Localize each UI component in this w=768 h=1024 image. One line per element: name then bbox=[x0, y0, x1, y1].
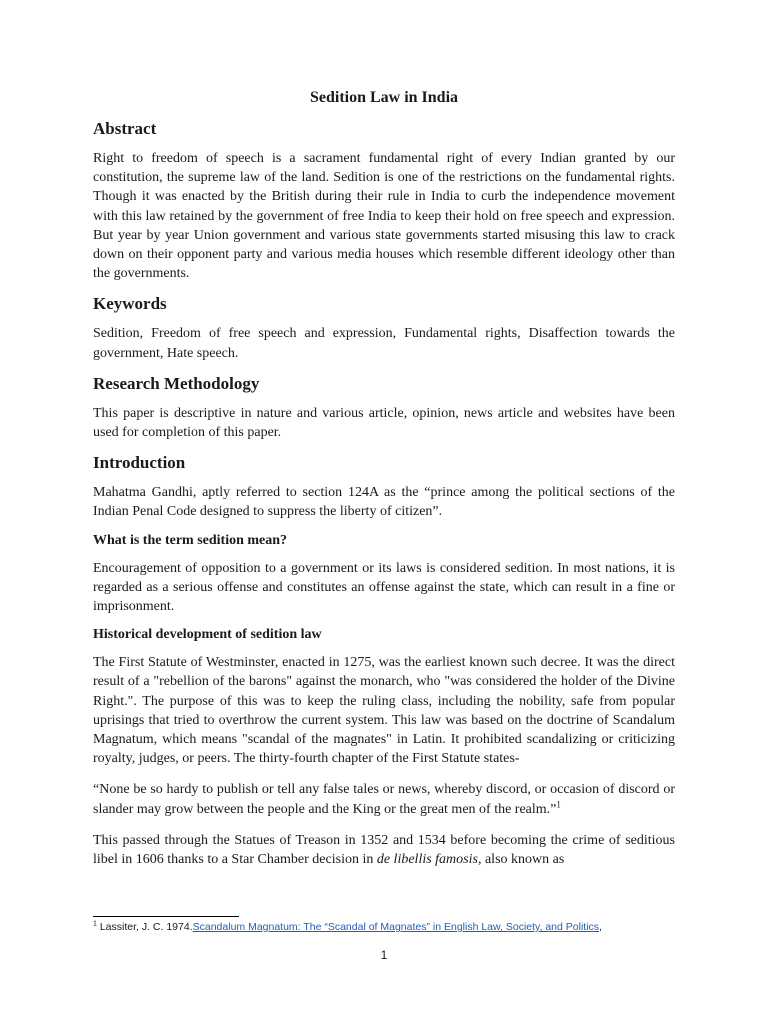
methodology-body: This paper is descriptive in nature and various article, opinion, news article and websites have been used for completion of this paper. bbox=[93, 405, 675, 441]
statute-quote-text: “None be so hardy to publish or tell any false tales or news, whereby discord, or occasion of discord or slander may grow between the people and the King or the great men of the realm.” bbox=[93, 782, 675, 817]
history-closing bbox=[93, 831, 675, 869]
history-body: The First Statute of Westminster, enacted in 1275, was the earliest known such decree. It was the direct result of a "rebellion of the barons" against the monarch, who "was considered the holder of the Divine Right.". The purpose of this was to keep the ruling class, including the nobility, safe from popular uprisings that tried to overthrow the current system. This law was based on the doctrine of Scandalum Magnatum, which means "scandal of the magnates" in Latin. It prohibited scandalizing or criticizing royalty, judges, or peers. The thirty-fourth chapter of the First Statute states- bbox=[93, 655, 675, 767]
keywords-heading: Keywords bbox=[93, 294, 167, 314]
page-content bbox=[93, 86, 675, 869]
statute-quote bbox=[93, 780, 675, 818]
case-name: de libellis famosis bbox=[376, 852, 478, 868]
introduction-heading: Introduction bbox=[93, 453, 186, 473]
history-heading: Historical development of sedition law bbox=[93, 627, 322, 643]
footnote-author: Lassiter, J. C. 1974. bbox=[96, 921, 193, 933]
keywords-body: Sedition, Freedom of free speech and expression, Fundamental rights, Disaffection towards the government, Hate speech. bbox=[93, 326, 675, 361]
history-closing-text: This passed through the Statues of Treason in 1352 and 1534 before becoming the crime of seditious libel in 1606 thanks to a Star Chamber decision in bbox=[93, 832, 675, 868]
methodology-heading: Research Methodology bbox=[93, 373, 260, 393]
page-number: 1 bbox=[380, 948, 388, 962]
introduction-body: Mahatma Gandhi, aptly referred to section 124A as the “prince among the political sections of the Indian Penal Code designed to suppress the liberty of citizen”. bbox=[93, 485, 675, 520]
term-body: Encouragement of opposition to a government or its laws is considered sedition. In most nations, it is regarded as a serious offense and constitutes an offense against the state, which can result in a fine or imprisonment. bbox=[93, 560, 675, 615]
term-heading: What is the term sedition mean? bbox=[93, 532, 288, 548]
footnote-number: 1 bbox=[93, 920, 97, 928]
abstract-heading: Abstract bbox=[93, 119, 157, 138]
abstract-body: Right to freedom of speech is a sacrament fundamental right of every Indian granted by our constitution, the supreme law of the land. Sedition is one of the restrictions on the fundamental rights. Though it was enacted by the British during their rule in India to curb the independence movement with this law retained by the government of free India to keep their hold on free speech and expression. But year by year Union government and various state governments started misusing this law to crack down on their opponent party and various media houses which resemble different ideology other than the governments. bbox=[93, 151, 675, 282]
footnote bbox=[93, 920, 693, 934]
footnote-divider bbox=[93, 916, 239, 917]
history-closing-tail: , also known as bbox=[477, 852, 565, 868]
footnote-reference[interactable]: 1 bbox=[556, 799, 561, 810]
footnote-trailing: , bbox=[599, 921, 602, 933]
footnote-source-link[interactable]: Scandalum Magnatum: The “Scandal of Magnates” in English Law, Society, and Politics bbox=[192, 921, 600, 933]
paper-title: Sedition Law in India bbox=[309, 89, 459, 106]
